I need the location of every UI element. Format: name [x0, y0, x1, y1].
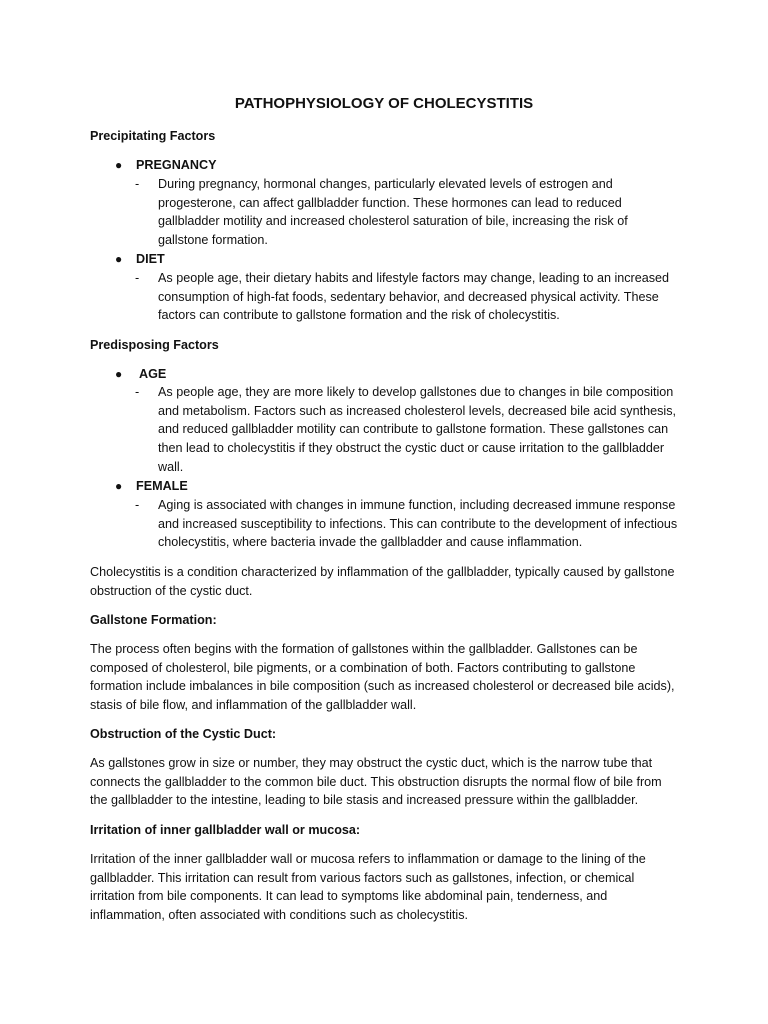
diet-label: DIET — [136, 252, 165, 266]
obstruction-heading: Obstruction of the Cystic Duct: — [90, 727, 277, 741]
gallstone-formation-text: The process often begins with the formation of gallstones within the gallbladder. Gallstones can be composed of cholesterol, bile pigments, or a combination of both. Factors contributing to gallstone formation include imbalances in bile composition (such as increased cholesterol or decreased bile acids), stasis of bile flow, and inflammation of the gallbladder wall. — [90, 642, 675, 713]
bullet-icon: ● — [115, 252, 123, 266]
female-label: FEMALE — [136, 479, 188, 493]
bullet-icon: ● — [115, 158, 123, 172]
obstruction-text: As gallstones grow in size or number, they may obstruct the cystic duct, which is the narrow tube that connects the gallbladder to the common bile duct. This obstruction disrupts the normal flow of bile from the gallbladder to the intestine, leading to bile stasis and increased pressure within the gallbladder. — [90, 756, 662, 808]
irritation-heading: Irritation of inner gallbladder wall or mucosa: — [90, 823, 361, 837]
bullet-icon: ● — [115, 479, 123, 493]
dash-icon: - — [135, 385, 140, 399]
pregnancy-text: During pregnancy, hormonal changes, particularly elevated levels of estrogen and progesterone, can affect gallbladder function. These hormones can lead to reduced gallbladder motility and increased cholesterol saturation of bile, increasing the risk of gallstone formation. — [158, 177, 628, 248]
dash-icon: - — [135, 177, 140, 191]
age-label: AGE — [139, 367, 167, 381]
bullet-icon: ● — [115, 367, 123, 381]
intro-paragraph: Cholecystitis is a condition characterized by inflammation of the gallbladder, typically caused by gallstone obstruction of the cystic duct. — [90, 565, 675, 598]
gallstone-formation-heading: Gallstone Formation: — [90, 613, 217, 627]
page-title: PATHOPHYSIOLOGY OF CHOLECYSTITIS — [234, 95, 534, 112]
predisposing-heading: Predisposing Factors — [90, 338, 219, 352]
dash-icon: - — [135, 498, 140, 512]
female-text: Aging is associated with changes in immune function, including decreased immune response and increased susceptibility to infections. This can contribute to the development of infectious cholecystitis, where bacteria invade the gallbladder and cause inflammation. — [158, 498, 678, 550]
precipitating-heading: Precipitating Factors — [90, 129, 216, 143]
pregnancy-label: PREGNANCY — [136, 158, 217, 172]
age-text: As people age, they are more likely to develop gallstones due to changes in bile composition and metabolism. Factors such as increased cholesterol levels, decreased bile acid synthesis, and reduced gallbladder motility can contribute to gallstone formation. These gallstones can then lead to cholecystitis if they obstruct the cystic duct or cause irritation to the gallbladder wall. — [158, 385, 676, 474]
irritation-text: Irritation of the inner gallbladder wall or mucosa refers to inflammation or damage to the lining of the gallbladder. This irritation can result from various factors such as gallstones, infection, or chemical irritation from bile components. It can lead to symptoms like abdominal pain, tenderness, and inflammation, often associated with conditions such as cholecystitis. — [90, 852, 646, 923]
diet-text: As people age, their dietary habits and lifestyle factors may change, leading to an increased consumption of high-fat foods, sedentary behavior, and decreased physical activity. These factors can contribute to gallstone formation and the risk of cholecystitis. — [158, 271, 670, 323]
dash-icon: - — [135, 271, 140, 285]
